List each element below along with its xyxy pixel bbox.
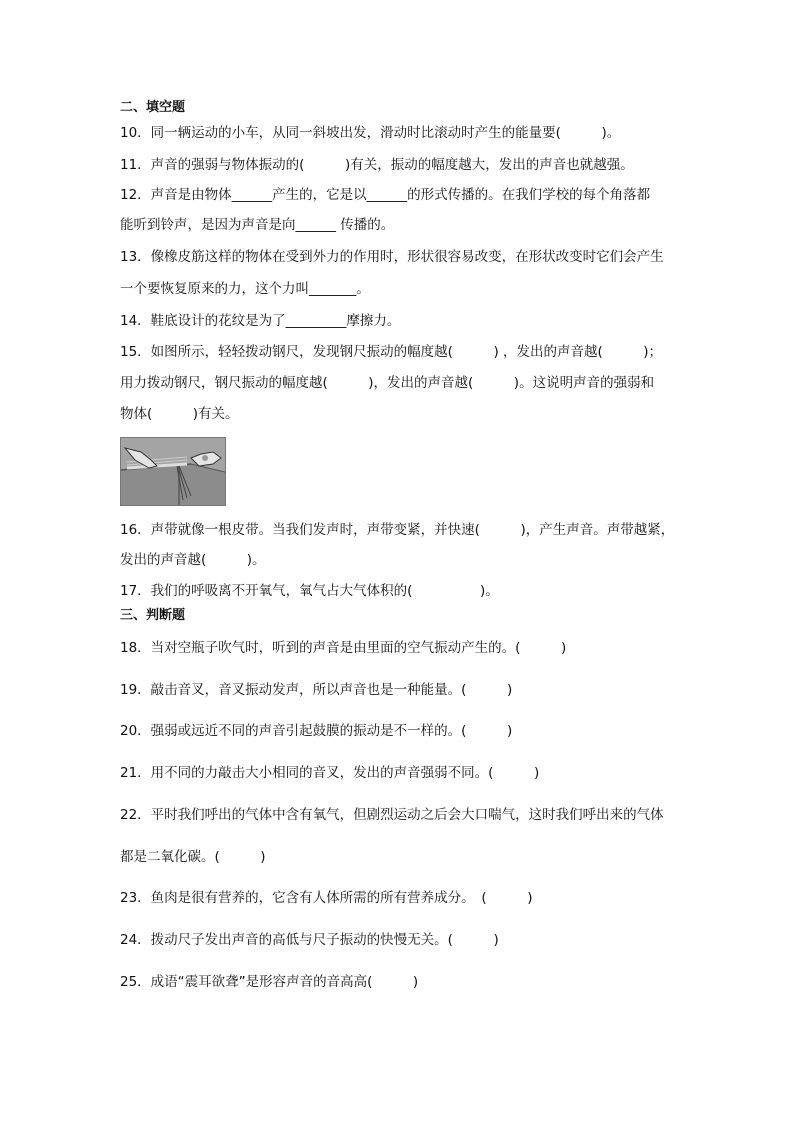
question-16-line2: 发出的声音越( )。 [120, 552, 266, 568]
question-15-line3: 物体( )有关。 [120, 406, 239, 422]
question-12-line1: 12．声音是由物体______产生的，它是以______的形式传播的。在我们学校的每个角落都 [120, 187, 651, 203]
question-17: 17．我们的呼吸离不开氧气，氧气占大气体积的( )。 [120, 583, 499, 599]
question-23: 23．鱼肉是很有营养的，它含有人体所需的所有营养成分。 ( ) [120, 890, 533, 906]
question-20: 20．强弱或远近不同的声音引起鼓膜的振动是不一样的。( ) [120, 723, 513, 739]
section-heading-true-false: 三、判断题 [120, 608, 186, 623]
question-14: 14．鞋底设计的花纹是为了_________摩擦力。 [120, 313, 401, 329]
question-19: 19．敲击音叉，音叉振动发声，所以声音也是一种能量。( ) [120, 682, 513, 698]
question-21: 21．用不同的力敲击大小相同的音叉，发出的声音强弱不同。( ) [120, 765, 540, 781]
question-24: 24．拨动尺子发出声音的高低与尺子振动的快慢无关。( ) [120, 932, 499, 948]
question-22-line2: 都是二氧化碳。( ) [120, 849, 266, 865]
question-13-line2: 一个要恢复原来的力，这个力叫_______。 [120, 281, 370, 297]
question-15-line1: 15．如图所示，轻轻拨动钢尺，发现钢尺振动的幅度越( ) ，发出的声音越( )； [120, 344, 663, 360]
question-11: 11．声音的强弱与物体振动的( )有关，振动的幅度越大，发出的声音也就越强。 [120, 157, 634, 173]
question-18: 18．当对空瓶子吹气时，听到的声音是由里面的空气振动产生的。( ) [120, 640, 567, 656]
question-22-line1: 22．平时我们呼出的气体中含有氧气，但剧烈运动之后会大口喘气，这时我们呼出来的气体 [120, 807, 664, 823]
question-25: 25．成语“震耳欲聋”是形容声音的音高高( ) [120, 974, 419, 990]
question-15-line2: 用力拨动钢尺，钢尺振动的幅度越( )，发出的声音越( )。这说明声音的强弱和 [120, 375, 655, 391]
section-heading-fill-blank: 二、填空题 [120, 100, 186, 115]
question-12-line2: 能听到铃声，是因为声音是向______ 传播的。 [120, 217, 395, 233]
question-10: 10．同一辆运动的小车，从同一斜坡出发，滑动时比滚动时产生的能量要( )。 [120, 125, 621, 141]
question-13-line1: 13．像橡皮筋这样的物体在受到外力的作用时，形状很容易改变，在形状改变时它们会产生 [120, 249, 664, 265]
ruler-vibration-photo [120, 437, 226, 506]
question-16-line1: 16．声带就像一根皮带。当我们发声时，声带变紧，并快速( )，产生声音。声带越紧， [120, 522, 675, 538]
